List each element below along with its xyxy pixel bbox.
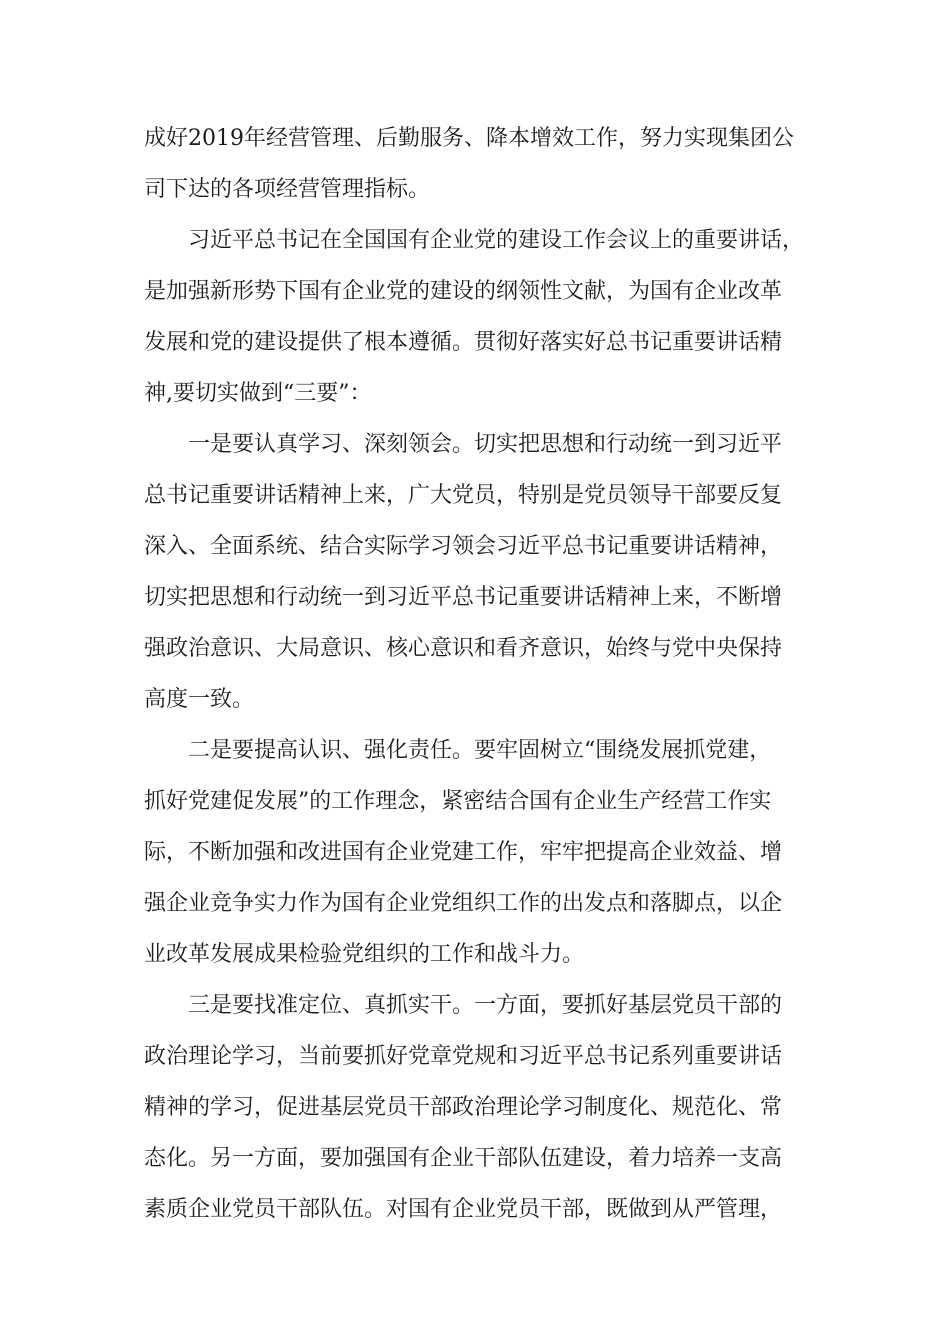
text-line: 素质企业党员干部队伍。对国有企业党员干部，既做到从严管理， (144, 1197, 783, 1222)
text-line: 二是要提高认识、强化责任。要牢固树立“围绕发展抓党建， (188, 738, 772, 763)
text-line: 强政治意识、大局意识、核心意识和看齐意识，始终与党中央保持 (144, 636, 783, 661)
text-line: 态化。另一方面，要加强国有企业干部队伍建设，着力培养一支高 (144, 1146, 783, 1171)
text-line: 抓好党建促发展”的工作理念，紧密结合国有企业生产经营工作实 (144, 789, 772, 814)
text-line: 神,要切实做到“三要”： (144, 381, 372, 406)
text-line: 际，不断加强和改进国有企业党建工作，牢牢把提高企业效益、增 (144, 840, 783, 865)
text-line: 深入、全面系统、结合实际学习领会习近平总书记重要讲话精神， (144, 534, 783, 559)
text-line: 强企业竞争实力作为国有企业党组织工作的出发点和落脚点，以企 (144, 891, 783, 916)
text-line: 政治理论学习，当前要抓好党章党规和习近平总书记系列重要讲话 (144, 1044, 783, 1069)
text-line: 精神的学习，促进基层党员干部政治理论学习制度化、规范化、常 (144, 1095, 783, 1120)
text-line: 总书记重要讲话精神上来，广大党员，特别是党员领导干部要反复 (144, 483, 783, 508)
text-line: 业改革发展成果检验党组织的工作和战斗力。 (144, 942, 585, 967)
text-line: 成好2019年经营管理、后勤服务、降本增效工作，努力实现集团公 (144, 126, 794, 151)
text-line: 发展和党的建设提供了根本遵循。贯彻好落实好总书记重要讲话精 (144, 330, 783, 355)
text-line: 习近平总书记在全国国有企业党的建设工作会议上的重要讲话， (188, 228, 805, 253)
text-line: 三是要找准定位、真抓实干。一方面，要抓好基层党员干部的 (188, 993, 783, 1018)
text-line: 是加强新形势下国有企业党的建设的纲领性文献，为国有企业改革 (144, 279, 783, 304)
text-line: 一是要认真学习、深刻领会。切实把思想和行动统一到习近平 (188, 432, 783, 457)
text-line: 切实把思想和行动统一到习近平总书记重要讲话精神上来，不断增 (144, 585, 783, 610)
text-line: 司下达的各项经营管理指标。 (144, 177, 431, 202)
text-line: 高度一致。 (144, 687, 255, 712)
